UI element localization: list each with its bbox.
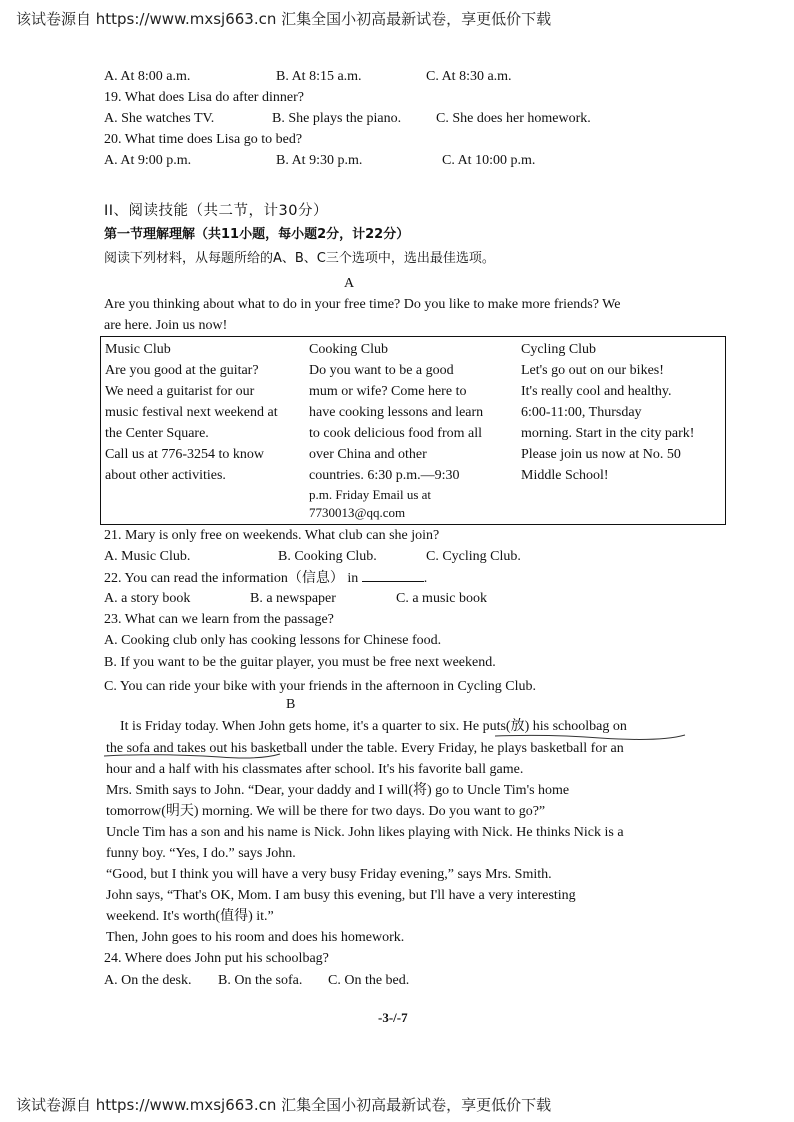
q22-option-c: C. a music book [396, 591, 487, 606]
q23-option-c: C. You can ride your bike with your friends in the afternoon in Cycling Club. [104, 679, 536, 694]
q19-stem: 19. What does Lisa do after dinner? [104, 90, 304, 105]
q21-option-b: B. Cooking Club. [278, 549, 377, 564]
cooking-club-line: to cook delicious food from all [309, 426, 483, 441]
page-number: -3-/-7 [378, 1010, 408, 1025]
cooking-club-line: mum or wife? Come here to [309, 384, 467, 399]
q23-stem: 23. What can we learn from the passage? [104, 612, 334, 627]
music-club-line: Are you good at the guitar? [105, 363, 259, 378]
cooking-club-line: p.m. Friday Email us at [309, 487, 432, 502]
passage-b-line: John says, “That's OK, Mom. I am busy this evening, but I'll have a very interesting [106, 888, 576, 903]
passage-b-line: funny boy. “Yes, I do.” says John. [106, 846, 296, 861]
q20-option-b: B. At 9:30 p.m. [276, 153, 363, 168]
passage-b-line: hour and a half with his classmates after school. It's his favorite ball game. [106, 762, 524, 777]
section-part-title: 第一节理解理解（共11小题，每小题2分，计22分） [104, 227, 410, 242]
cooking-club-cell [305, 337, 517, 525]
q21-option-c: C. Cycling Club. [426, 549, 521, 564]
q22-option-a: A. a story book [104, 591, 191, 606]
q18-option-b: B. At 8:15 a.m. [276, 69, 362, 84]
answer-blank [362, 569, 424, 582]
q20-option-c: C. At 10:00 p.m. [442, 153, 536, 168]
q18-option-c: C. At 8:30 a.m. [426, 69, 512, 84]
passage-b-line: “Good, but I think you will have a very busy Friday evening,” says Mrs. Smith. [106, 867, 552, 882]
q24-stem: 24. Where does John put his schoolbag? [104, 951, 329, 966]
passage-b-line: the sofa and takes out his basketball under the table. Every Friday, he plays basketball for an [106, 741, 624, 756]
cycling-club-cell [517, 337, 726, 525]
handwritten-underline-mark [100, 732, 700, 762]
q21-option-a: A. Music Club. [104, 549, 191, 564]
passage-b-line: tomorrow(明天) morning. We will be there for two days. Do you want to go?” [106, 804, 546, 819]
cooking-club-email: 773001З@qq.com [309, 505, 406, 520]
passage-a-label: A [344, 276, 355, 291]
q22-stem-text: 22. You can read the information（信息） in [104, 571, 359, 586]
club-table [100, 336, 726, 525]
q24-option-c: C. On the bed. [328, 973, 410, 988]
section-title: II、阅读技能（共二节，计30分） [104, 203, 329, 219]
passage-a-intro-line-1: Are you thinking about what to do in your free time? Do you like to make more friends? We [104, 297, 621, 312]
q18-option-a: A. At 8:00 a.m. [104, 69, 191, 84]
cycling-club-line: Middle School! [521, 468, 609, 483]
passage-b-line: It is Friday today. When John gets home, it's a quarter to six. He puts(放) his schoolbag on [120, 719, 627, 734]
q22-stem [104, 569, 427, 588]
cycling-club-line: Let's go out on our bikes! [521, 363, 664, 378]
music-club-line: music festival next weekend at [105, 405, 278, 420]
q19-option-b: B. She plays the piano. [272, 111, 402, 126]
cooking-club-line: have cooking lessons and learn [309, 405, 484, 420]
passage-a-intro-line-2: are here. Join us now! [104, 318, 228, 333]
q24-option-a: A. On the desk. [104, 973, 192, 988]
q20-option-a: A. At 9:00 p.m. [104, 153, 192, 168]
music-club-line: Call us at 776-3254 to know [105, 447, 265, 462]
q19-option-c: C. She does her homework. [436, 111, 591, 126]
cycling-club-name: Cycling Club [521, 342, 597, 357]
cooking-club-line: countries. 6:30 p.m.—9:30 [309, 468, 460, 483]
cooking-club-line: over China and other [309, 447, 427, 462]
cycling-club-line: 6:00-11:00, Thursday [521, 405, 642, 420]
cooking-club-line: Do you want to be a good [309, 363, 454, 378]
q21-stem: 21. Mary is only free on weekends. What club can she join? [104, 528, 440, 543]
music-club-name: Music Club [105, 342, 171, 357]
q22-stem-end: . [423, 571, 428, 586]
cycling-club-line: It's really cool and healthy. [521, 384, 672, 399]
music-club-line: We need a guitarist for our [105, 384, 255, 399]
q24-option-b: B. On the sofa. [218, 973, 303, 988]
music-club-line: the Center Square. [105, 426, 209, 441]
cooking-club-name: Cooking Club [309, 342, 388, 357]
passage-b-line: Then, John goes to his room and does his homework. [106, 930, 405, 945]
music-club-line: about other activities. [105, 468, 226, 483]
footer-source-text: 该试卷源自 https://www.mxsj663.cn 汇集全国小初高最新试卷，享更低价下载 [16, 1096, 552, 1114]
q19-option-a: A. She watches TV. [104, 111, 215, 126]
music-club-cell [101, 337, 306, 525]
cycling-club-line: morning. Start in the city park! [521, 426, 695, 441]
header-source-text: 该试卷源自 https://www.mxsj663.cn 汇集全国小初高最新试卷，享更低价下载 [16, 10, 552, 28]
cycling-club-line: Please join us now at No. 50 [521, 447, 681, 462]
passage-b-label: B [286, 697, 296, 712]
passage-b-line: weekend. It's worth(值得) it.” [106, 909, 274, 924]
passage-b-line: Uncle Tim has a son and his name is Nick. John likes playing with Nick. He thinks Nick is a [106, 825, 624, 840]
passage-b-line: Mrs. Smith says to John. “Dear, your daddy and I will(将) go to Uncle Tim's home [106, 783, 570, 798]
q23-option-b: B. If you want to be the guitar player, you must be free next weekend. [104, 655, 496, 670]
q22-option-b: B. a newspaper [250, 591, 336, 606]
q20-stem: 20. What time does Lisa go to bed? [104, 132, 303, 147]
q23-option-a: A. Cooking club only has cooking lessons for Chinese food. [104, 633, 442, 648]
section-instruction: 阅读下列材料，从每题所给的A、B、C三个选项中，选出最佳选项。 [104, 251, 495, 266]
